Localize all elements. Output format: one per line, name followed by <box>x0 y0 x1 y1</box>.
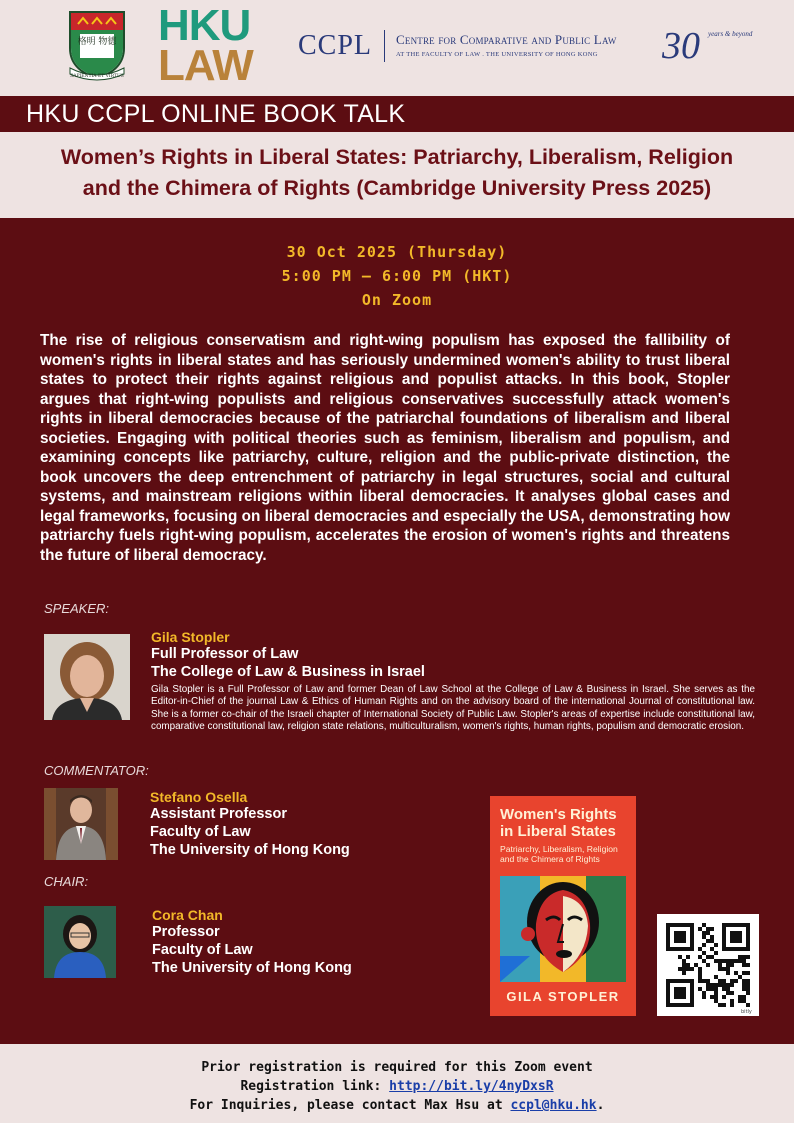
event-banner: HKU CCPL ONLINE BOOK TALK <box>26 100 406 128</box>
chair-name: Cora Chan <box>152 907 223 923</box>
speaker-title: Full Professor of Law <box>151 646 299 662</box>
commentator-name: Stefano Osella <box>150 789 248 805</box>
ccpl-divider <box>384 30 385 62</box>
ccpl-subtitle: AT THE FACULTY OF LAW . THE UNIVERSITY OF HONG KONG <box>396 51 598 58</box>
event-details <box>0 240 794 312</box>
book-title-line-2: and the Chimera of Rights (Cambridge University Press 2025) <box>82 176 712 200</box>
book-cover-title: Women's Rights in Liberal States <box>500 806 617 840</box>
event-date: 30 Oct 2025 (Thursday) <box>286 243 508 261</box>
speaker-bio: Gila Stopler is a Full Professor of Law and former Dean of Law School at the College of Law & Business in Israel. She serves as the Editor-in-Chief of the journal Law & Ethics of Human Rights and on the advisory board of the international Journal of constitutional law. She is a former co-chair of the Israeli chapter of International Society of Public Law. Stopler's areas of expertise include constitutional law, comparative constitutional law, religion state relations, multiculturalism, women's rights, human rights, populism and democratic erosion. <box>151 684 755 733</box>
speaker-name: Gila Stopler <box>151 629 230 645</box>
registration-line <box>0 1077 794 1096</box>
inquiries-email-link[interactable]: ccpl@hku.hk <box>510 1098 597 1113</box>
commentator-title: Assistant Professor <box>150 806 287 822</box>
speaker-role: SPEAKER: <box>44 601 110 616</box>
qr-code-image <box>657 914 759 1016</box>
hku-crest-logo <box>66 8 128 80</box>
svg-text:30: 30 <box>662 25 700 67</box>
ccpl-name: Centre for Comparative and Public Law <box>396 32 617 47</box>
hku-law-logo <box>158 1 253 90</box>
chair-role: CHAIR: <box>44 874 89 889</box>
commentator-photo <box>44 788 118 860</box>
event-time: 5:00 PM – 6:00 PM (HKT) <box>281 267 513 285</box>
qr-caption: bitly <box>741 1009 752 1015</box>
hku-wordmark: HKU <box>158 1 251 50</box>
svg-text:years & beyond: years & beyond <box>708 30 753 38</box>
book-cover-art <box>500 876 626 982</box>
speaker-affiliation: The College of Law & Business in Israel <box>151 664 425 680</box>
book-cover-author: GILA STOPLER <box>506 989 620 1004</box>
svg-text:格明 物德: 格明 物德 <box>77 37 117 47</box>
inquiries-label: For Inquiries, please contact Max Hsu at <box>189 1098 511 1113</box>
commentator-affiliation: The University of Hong Kong <box>150 842 350 858</box>
inquiries-end: . <box>596 1098 605 1113</box>
book-cover-subtitle: Patriarchy, Liberalism, Religion and the Chimera of Rights <box>500 844 618 864</box>
law-wordmark: LAW <box>158 41 253 90</box>
book-title-line-1: Women’s Rights in Liberal States: Patriarchy, Liberalism, Religion <box>60 145 734 169</box>
event-venue: On Zoom <box>361 291 433 309</box>
svg-text:SAPIENTIA ET VIRTUS: SAPIENTIA ET VIRTUS <box>70 74 124 79</box>
30-years-logo <box>660 18 753 68</box>
title-band <box>0 132 794 218</box>
ccpl-logo: CCPL <box>298 30 373 61</box>
chair-affiliation: The University of Hong Kong <box>152 960 352 976</box>
registration-label: Registration link: <box>240 1079 390 1094</box>
speaker-photo <box>44 634 130 720</box>
inquiries-line <box>0 1096 794 1115</box>
header <box>0 0 794 96</box>
commentator-dept: Faculty of Law <box>150 824 251 840</box>
book-cover <box>490 796 636 1016</box>
commentator-role: COMMENTATOR: <box>44 763 149 778</box>
chair-title: Professor <box>152 924 220 940</box>
chair-dept: Faculty of Law <box>152 942 253 958</box>
registration-notice: Prior registration is required for this Zoom event <box>201 1060 593 1075</box>
qr-code[interactable] <box>657 914 759 1016</box>
registration-link[interactable]: http://bit.ly/4nyDxsR <box>389 1079 554 1094</box>
abstract: The rise of religious conservatism and right-wing populism has exposed the fallibility of women's rights in liberal states and has seriously undermined women's ability to trust liberal states to protect their rights against religious and populist attacks. In this book, Stopler argues that right-wing populists and religious conservatives successfully attack women's rights in liberal democracies because of the patriarchal foundations of liberalism and liberal societies. Engaging with political theories such as feminism, liberalism and populism, and examining concepts like patriarchy, culture, religion and the public-private distinction, the book uncovers the deep entrenchment of patriarchy in legal structures, social and cultural systems, and mainstream religions within liberal democracies. It analyses global cases and legal frameworks, focusing on liberal democracies and especially the USA, demonstrating how patriarchy fuels right-wing populism, accelerates the erosion of women's rights and threatens the future of liberal democracy. <box>40 332 730 564</box>
chair-photo <box>44 906 116 978</box>
footer <box>0 1044 794 1123</box>
